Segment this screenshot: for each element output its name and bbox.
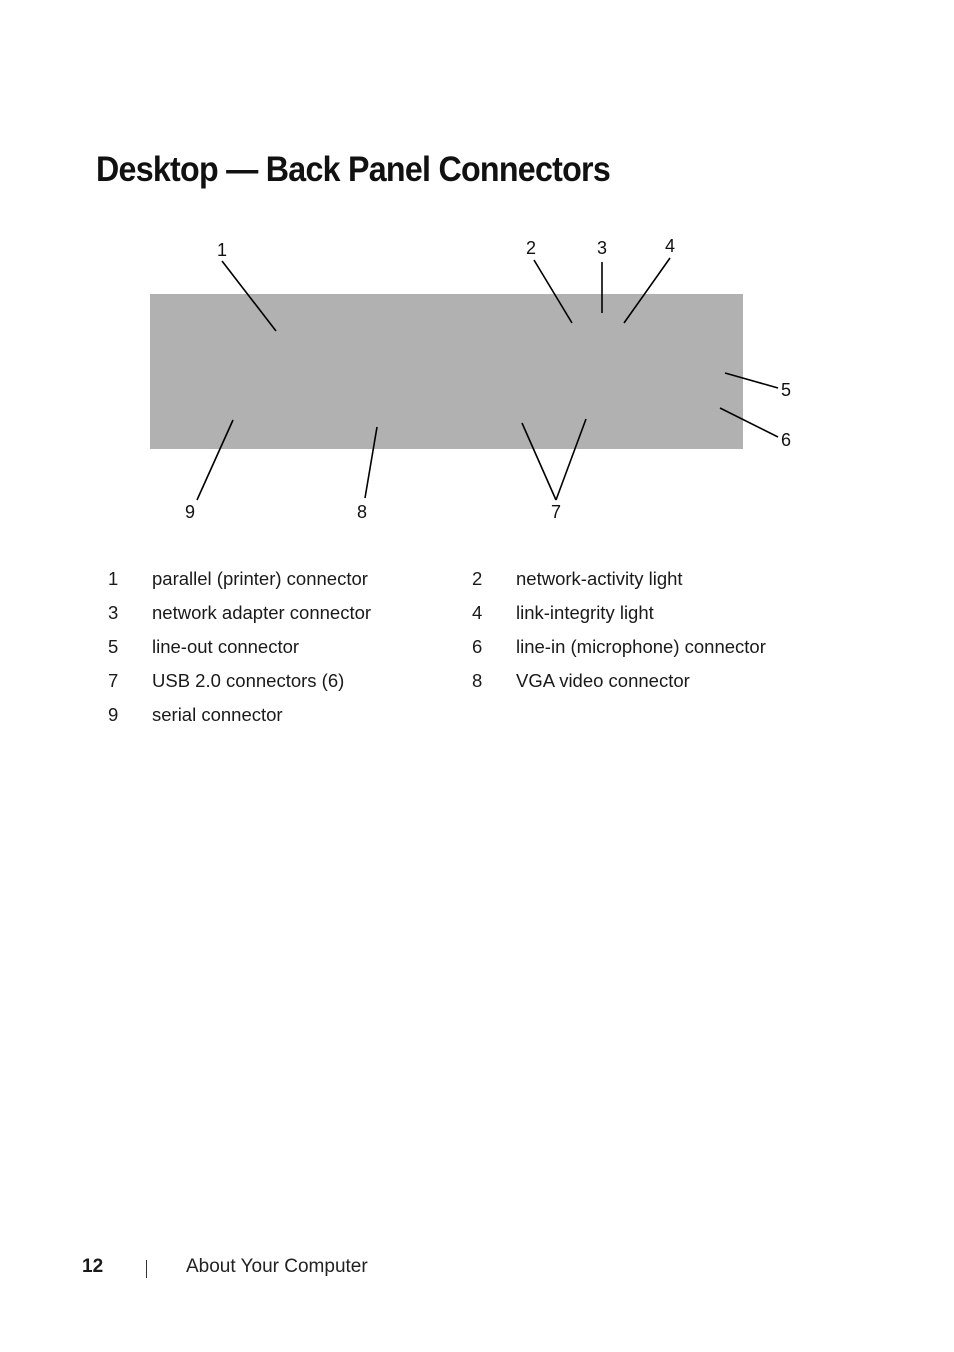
legend-text: VGA video connector — [516, 670, 690, 691]
legend-number: 4 — [472, 602, 483, 623]
page-footer — [82, 1256, 482, 1286]
legend-text: link-integrity light — [516, 602, 654, 623]
callout-number-3: 3 — [597, 238, 608, 258]
legend-number: 9 — [108, 704, 119, 725]
back-panel-figure — [0, 0, 954, 560]
legend-text: serial connector — [152, 704, 283, 725]
page-title: Desktop — Back Panel Connectors — [96, 150, 611, 189]
legend-number: 1 — [108, 568, 119, 589]
callout-number-4: 4 — [665, 236, 676, 256]
legend-text: network adapter connector — [152, 602, 372, 623]
back-panel-image-placeholder — [150, 294, 743, 449]
legend-text: line-in (microphone) connector — [516, 636, 766, 657]
callout-number-9: 9 — [185, 502, 196, 522]
legend-text: parallel (printer) connector — [152, 568, 368, 589]
legend-text: network-activity light — [516, 568, 683, 589]
callout-number-5: 5 — [781, 380, 792, 400]
legend-number: 3 — [108, 602, 119, 623]
callout-number-8: 8 — [357, 502, 368, 522]
legend-number: 5 — [108, 636, 119, 657]
legend-text: USB 2.0 connectors (6) — [152, 670, 345, 691]
footer-divider — [146, 1260, 147, 1278]
section-title: About Your Computer — [186, 1256, 368, 1277]
callout-number-7: 7 — [551, 502, 562, 522]
legend-text: line-out connector — [152, 636, 300, 657]
legend-number: 6 — [472, 636, 483, 657]
callout-number-1: 1 — [217, 240, 228, 260]
back-panel-diagram — [0, 0, 954, 560]
legend-number: 2 — [472, 568, 483, 589]
callout-number-2: 2 — [526, 238, 537, 258]
legend-number: 7 — [108, 670, 119, 691]
legend-number: 8 — [472, 670, 483, 691]
callout-number-6: 6 — [781, 430, 792, 450]
page-number: 12 — [82, 1256, 104, 1277]
